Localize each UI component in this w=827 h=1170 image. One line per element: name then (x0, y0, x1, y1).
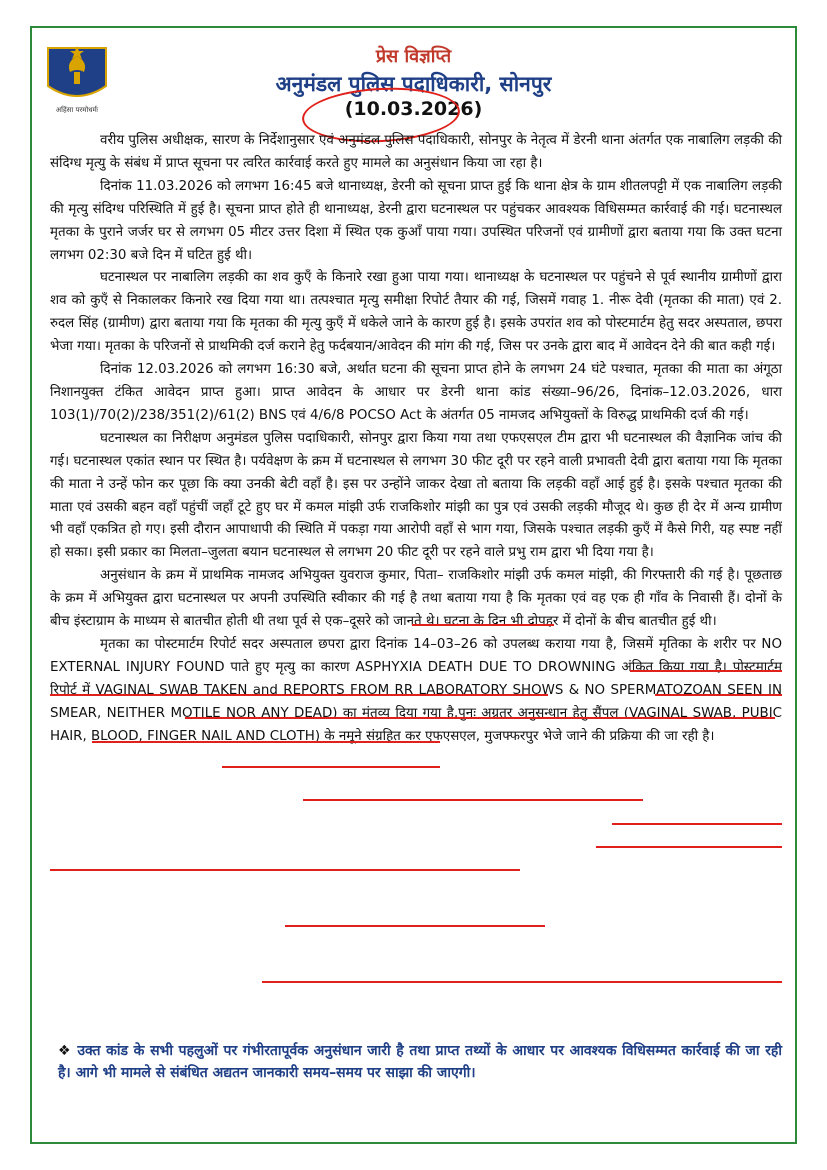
release-date: (10.03.2026) (344, 98, 483, 120)
red-underline-annotation (262, 981, 782, 983)
closing-text: उक्त कांड के सभी पहलुओं पर गंभीरतापूर्वक अनुसंधान जारी है तथा प्राप्त तथ्यों के आधार पर आवश्यक विधिसम्मत कार्रवाई की जा रही है। आगे भी मामले से संबंधित अद्यतन जानकारी समय–समय पर साझा की जाएगी। (58, 1043, 782, 1081)
red-underline-annotation (612, 823, 782, 825)
paragraph-postmortem: मृतका का पोस्टमार्टम रिपोर्ट सदर अस्पताल छपरा द्वारा दिनांक 14–03–26 को उपलब्ध कराया गया है, जिसमें मृतिका के शरीर पर NO EXTERNAL INJURY FOUND पाते हुए मृत्यु का कारण ASPHYXIA DEATH DUE TO DROWNING अंकित किया गया है। पोस्टमार्टम रिपोर्ट में VAGINAL SWAB TAKEN and REPORTS FROM RR LABORATORY SHOWS & NO SPERMATOZOAN SEEN IN SMEAR, NEITHER MOTILE NOR ANY DEAD) का मंतव्य दिया गया है,पुनः अग्रतर अनुसन्धान हेतु सैंपल (VAGINAL SWAB, PUBIC HAIR, BLOOD, FINGER NAIL AND CLOTH) के नमूने संग्रहित कर एफएसएल, मुजफ्फरपुर भेजे जाने की प्रक्रिया की जा रही है। (50, 636, 782, 744)
red-underline-annotation (222, 766, 440, 768)
red-underline-annotation (412, 624, 554, 626)
paragraph-arrest: अनुसंधान के क्रम में प्राथमिक नामजद अभियुक्त युवराज कुमार, पिता– राजकिशोर मांझी उर्फ कमल मांझी, की गिरफ्तारी की गई है। पूछताछ के क्रम में अभियुक्त द्वारा घटनास्थल पर अपनी उपस्थिति स्वीकार की गई है तथा बताया गया है कि मृतका एवं वह एक ही गाँव के निवासी हैं। दोनों के बीच इंस्टाग्राम के माध्यम से बातचीत होती थी तथा पूर्व से एक–दूसरे को जानते थे। घटना के दिन भी दोपहर में दोनों के बीच बातचीत हुई थी। (50, 568, 782, 630)
red-underline-annotation (303, 799, 643, 801)
paragraph-inspection: घटनास्थल का निरीक्षण अनुमंडल पुलिस पदाधिकारी, सोनपुर द्वारा किया गया तथा एफएसएल टीम द्वारा भी घटनास्थल की वैज्ञानिक जांच की गई। घटनास्थल एकांत स्थान पर स्थित है। पर्यवेक्षण के क्रम में घटनास्थल से लगभग 30 फीट दूरी पर रहने वाली प्रभावती देवी द्वारा बताया गया कि मृतका की माता ने उन्हें फोन कर पूछा कि क्या उनकी बेटी वहाँ है। इस पर उन्होंने जाकर देखा तो बताया कि लड़की वहाँ आई हुई है। इसके पश्चात मृतका की माता एवं उसकी बहन वहाँ पहुंचीं जहाँ टूटे हुए घर में कमल मांझी उर्फ राजकिशोर मांझी का पुत्र एवं उसकी लड़की मौजूद थे। कुछ ही देर में अन्य ग्रामीण भी वहाँ एकत्रित हो गए। इसी दौरान आपाधापी की स्थिति में पकड़ा गया आरोपी वहाँ से भाग गया, जिसके पश्चात लड़की कुएँ में कैसे गिरी, यह स्पष्ट नहीं हो सका। इसी प्रकार का मिलता–जुलता बयान घटनास्थल से लगभग 20 फीट दूरी पर रहने वाले प्रभु राम द्वारा भी दिया गया है। (50, 430, 782, 561)
red-underline-annotation (50, 869, 520, 871)
red-underline-annotation (185, 717, 775, 719)
emblem-motto: अहिंसा परमोधर्मः (55, 106, 99, 114)
paragraph-intro: वरीय पुलिस अधीक्षक, सारण के निर्देशानुसार एवं अनुमंडल पुलिस पदाधिकारी, सोनपुर के नेतृत्व में डेरनी थाना अंतर्गत एक नाबालिग लड़की की संदिग्ध मृत्यु के संबंध में प्राप्त सूचना पर त्वरित कार्रवाई करते हुए मामले का अनुसंधान किया जा रहा है। (50, 133, 782, 171)
red-underline-annotation (655, 694, 782, 696)
paragraph-fir: दिनांक 12.03.2026 को लगभग 16:30 बजे, अर्थात घटना की सूचना प्राप्त होने के लगभग 24 घंटे पश्चात, मृतका की माता का अंगूठा निशानयुक्त टंकित आवेदन प्राप्त हुआ। प्राप्त आवेदन के आधार पर डेरनी थाना कांड संख्या–96/26, दिनांक–12.03.2026, धारा 103(1)/70(2)/238/351(2)/61(2) BNS एवं 4/6/8 POCSO Act के अंतर्गत 05 नामजद अभियुक्तों के विरुद्ध प्राथमिकी दर्ज की गई। (50, 362, 782, 423)
closing-statement (58, 1040, 782, 1084)
bullet-diamond-icon: ❖ (58, 1043, 72, 1059)
red-underline-annotation (630, 670, 782, 672)
office-title: अनुमंडल पुलिस पदाधिकारी, सोनपुर (275, 72, 552, 96)
red-underline-annotation (50, 694, 548, 696)
red-underline-annotation (596, 846, 782, 848)
red-underline-annotation (92, 741, 440, 743)
press-release-title: प्रेस विज्ञप्ति (375, 46, 452, 67)
press-release-body (50, 130, 782, 748)
paragraph-body-found: घटनास्थल पर नाबालिग लड़की का शव कुएँ के किनारे रखा हुआ पाया गया। थानाध्यक्ष के घटनास्थल पर पहुंचने से पूर्व स्थानीय ग्रामीणों द्वारा शव को कुएँ से निकालकर किनारे रख दिया गया था। तत्पश्चात मृत्यु समीक्षा रिपोर्ट तैयार की गई, जिसमें गवाह 1. नीरू देवी (मृतका की माता) एवं 2. रुदल सिंह (ग्रामीण) द्वारा बताया गया कि मृतका की मृत्यु कुएँ में धकेले जाने के कारण हुई है। इसके उपरांत शव को पोस्टमार्टम हेतु सदर अस्पताल, छपरा भेजा गया। मृतका के परिजनों से प्राथमिकी दर्ज कराने हेतु फर्दबयान/आवेदन की मांग की गई, जिस पर उनके द्वारा बाद में आवेदन देने की बात कही गई। (50, 270, 782, 355)
red-underline-annotation (285, 925, 545, 927)
paragraph-incident: दिनांक 11.03.2026 को लगभग 16:45 बजे थानाध्यक्ष, डेरनी को सूचना प्राप्त हुई कि थाना क्षेत्र के ग्राम शीतलपट्टी में एक नाबालिग लड़की की मृत्यु संदिग्ध परिस्थिति में हुई है। सूचना प्राप्त होते ही थानाध्यक्ष, डेरनी द्वारा घटनास्थल पर पहुंचकर आवश्यक विधिसम्मत कार्रवाई की गई। घटनास्थल मृतका के पुराने जर्जर घर से लगभग 05 मीटर उत्तर दिशा में स्थित एक कुआँ पाया गया। उपस्थित परिजनों एवं ग्रामीणों द्वारा बताया गया कि उक्त घटना लगभग 02:30 बजे दिन में घटित हुई थी। (50, 178, 782, 263)
